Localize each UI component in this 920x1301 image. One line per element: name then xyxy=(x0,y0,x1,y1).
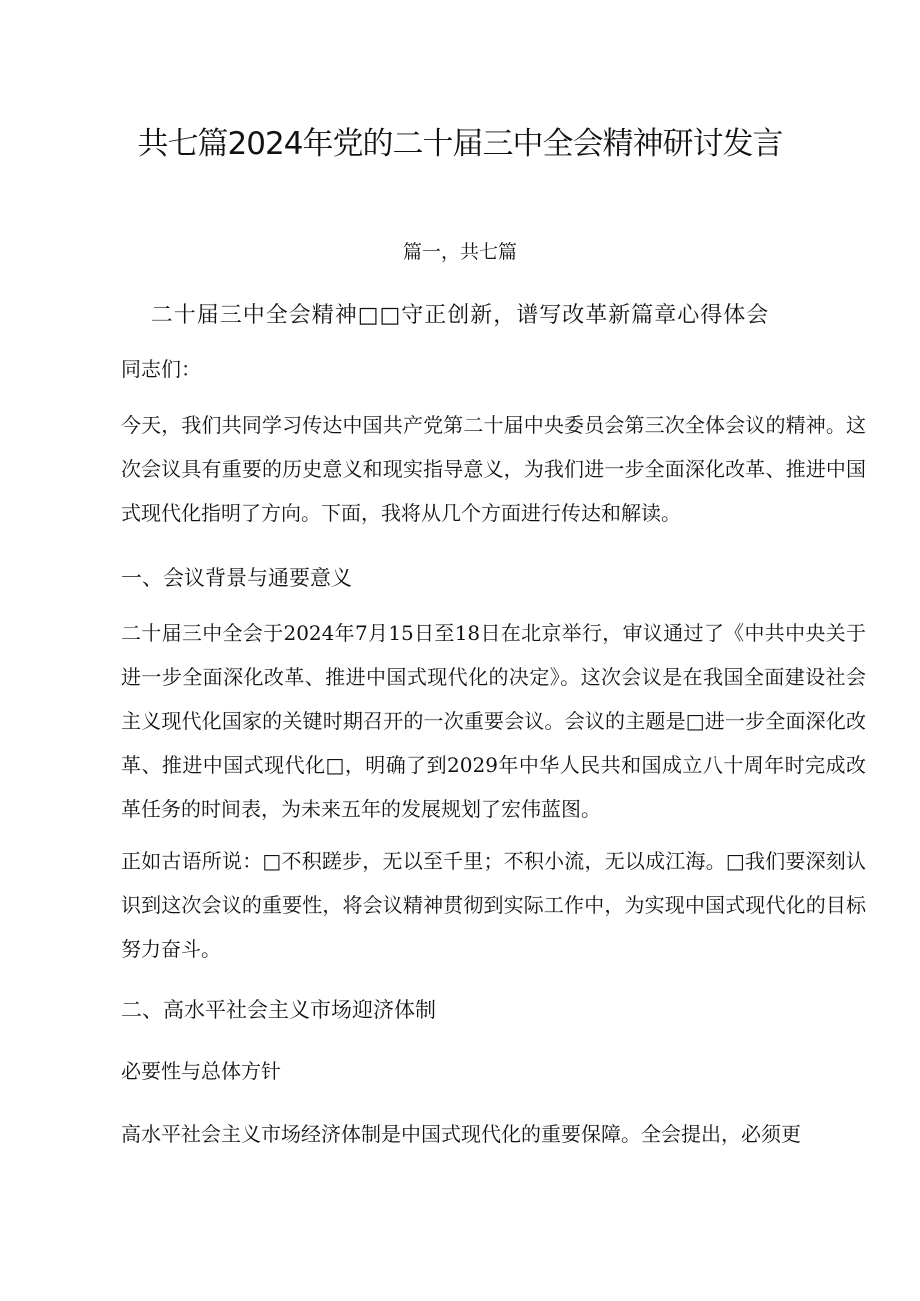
speech-title: 二十届三中全会精神□□守正创新，谱写改革新篇章心得体会 xyxy=(150,303,770,328)
section-one-heading: 一、会议背景与通要意义 xyxy=(121,566,352,590)
section-one-paragraph-one: 二十届三中全会于2024年7月15日至18日在北京举行，审议通过了《中共中央关于进一步全面深化改革、推进中国式现代化的决定》。这次会议是在我国全面建设社会主义现代化国家的关键时期召开的一次重要会议。会议的主题是□进一步全面深化改革、推进中国式现代化□，明确了到2029年中华人民共和国成立八十周年时完成改革任务的时间表，为未来五年的发展规划了宏伟蓝图。 xyxy=(121,621,866,821)
document-title: 共七篇2024年党的二十届三中全会精神研讨发言 xyxy=(137,126,783,162)
salutation: 同志们： xyxy=(121,357,201,381)
intro-paragraph: 今天，我们共同学习传达中国共产党第二十届中央委员会第三次全体会议的精神。这次会议具有重要的历史意义和现实指导意义，为我们进一步全面深化改革、推进中国式现代化指明了方向。下面，我将从几个方面进行传达和解读。 xyxy=(121,413,866,525)
section-two-subheading: 必要性与总体方针 xyxy=(121,1059,281,1083)
section-one-paragraph-two: 正如古语所说：□不积蹉步，无以至千里；不积小流，无以成江海。□我们要深刻认识到这次会议的重要性，将会议精神贯彻到实际工作中，为实现中国式现代化的目标努力奋斗。 xyxy=(121,849,866,961)
section-two-paragraph-one: 高水平社会主义市场经济体制是中国式现代化的重要保障。全会提出，必须更 xyxy=(121,1122,801,1146)
document-subtitle: 篇一，共七篇 xyxy=(402,241,517,263)
section-two-heading: 二、高水平社会主义市场迎济体制 xyxy=(121,998,436,1022)
